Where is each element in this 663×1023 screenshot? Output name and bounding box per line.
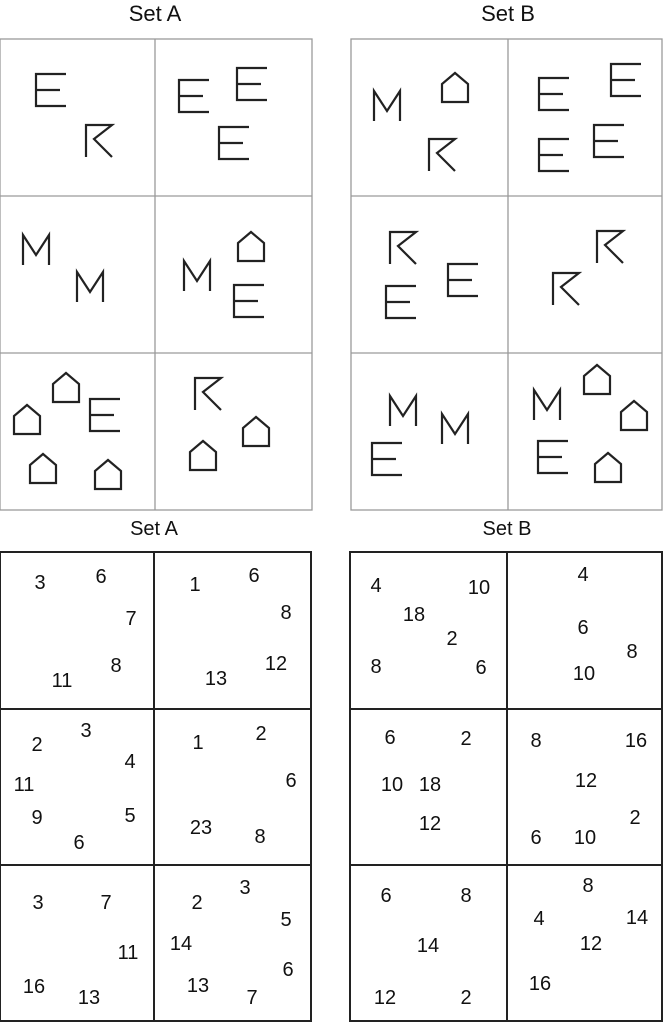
set-a-panel-4-number: 8 bbox=[254, 826, 266, 848]
set-a-panel-3-letter-m-shape bbox=[23, 235, 49, 265]
set-b-panel-5-letter-m-shape bbox=[390, 396, 416, 426]
set-b-panel-4-number: 16 bbox=[624, 730, 648, 752]
set-b-panel-2-letter-e-shape bbox=[611, 64, 641, 96]
set-a-panel-3-number: 9 bbox=[31, 807, 43, 829]
top-set-b-grid bbox=[351, 39, 662, 510]
set-a-panel-4-letter-e-shape bbox=[234, 285, 264, 317]
set-a-panel-1-number: 3 bbox=[34, 572, 46, 594]
set-b-panel-3-letter-r-shape bbox=[390, 232, 416, 264]
set-b-panel-6-number: 8 bbox=[582, 875, 594, 897]
set-b-panel-2-letter-e-shape bbox=[539, 139, 569, 171]
set-b-panel-6-house-shape bbox=[595, 453, 621, 482]
set-b-panel-3-number: 10 bbox=[380, 774, 404, 796]
set-a-panel-4-number: 6 bbox=[285, 770, 297, 792]
set-b-panel-1-number: 10 bbox=[467, 577, 491, 599]
shape-symbols bbox=[14, 64, 647, 489]
set-a-panel-3-number: 11 bbox=[13, 774, 35, 796]
set-b-panel-1-number: 18 bbox=[402, 604, 426, 626]
set-b-panel-3-number: 12 bbox=[418, 813, 442, 835]
bottom-set-a-title: Set A bbox=[130, 518, 178, 540]
set-b-panel-2-number: 6 bbox=[577, 617, 589, 639]
set-b-panel-3-number: 2 bbox=[460, 728, 472, 750]
set-a-panel-5-number: 3 bbox=[32, 892, 44, 914]
set-a-panel-6-number: 2 bbox=[191, 892, 203, 914]
set-a-panel-6-number: 7 bbox=[246, 987, 258, 1009]
set-a-panel-2-letter-e-shape bbox=[219, 127, 249, 159]
set-b-panel-5-number: 8 bbox=[460, 885, 472, 907]
set-b-panel-4-number: 12 bbox=[574, 770, 598, 792]
set-a-panel-5-house-shape bbox=[14, 405, 40, 434]
set-b-panel-6-number: 14 bbox=[625, 907, 649, 929]
set-a-panel-3-number: 4 bbox=[124, 751, 136, 773]
set-b-panel-4-number: 2 bbox=[629, 807, 641, 829]
set-b-panel-1-letter-r-shape bbox=[429, 139, 455, 171]
set-a-panel-4-letter-m-shape bbox=[184, 261, 210, 291]
set-b-panel-2-letter-e-shape bbox=[594, 125, 624, 157]
number-labels bbox=[14, 564, 649, 1009]
set-a-panel-6-number: 3 bbox=[239, 877, 251, 899]
set-a-panel-1-letter-r-shape bbox=[86, 125, 112, 157]
set-a-panel-6-number: 14 bbox=[169, 933, 193, 955]
set-b-panel-5-letter-m-shape bbox=[442, 414, 468, 444]
set-b-panel-1-number: 8 bbox=[370, 656, 382, 678]
set-a-panel-6-number: 13 bbox=[186, 975, 210, 997]
set-b-panel-6-house-shape bbox=[621, 401, 647, 430]
set-a-panel-6-number: 6 bbox=[282, 959, 294, 981]
top-set-a-grid bbox=[0, 39, 312, 510]
set-a-panel-6-house-shape bbox=[243, 417, 269, 446]
set-b-panel-4-number: 10 bbox=[573, 827, 597, 849]
set-a-panel-2-number: 12 bbox=[264, 653, 288, 675]
set-a-panel-5-house-shape bbox=[95, 460, 121, 489]
set-a-panel-2-letter-e-shape bbox=[179, 80, 209, 112]
set-b-panel-1-number: 6 bbox=[475, 657, 487, 679]
set-b-panel-5-letter-e-shape bbox=[372, 443, 402, 475]
set-a-panel-4-number: 2 bbox=[255, 723, 267, 745]
set-b-panel-1-letter-m-shape bbox=[374, 91, 400, 121]
set-b-panel-1-house-shape bbox=[442, 73, 468, 102]
set-b-panel-4-number: 8 bbox=[530, 730, 542, 752]
top-set-b-title: Set B bbox=[481, 1, 535, 26]
set-b-panel-2-letter-e-shape bbox=[539, 78, 569, 110]
set-a-panel-5-number: 16 bbox=[22, 976, 46, 998]
set-a-panel-3-letter-m-shape bbox=[77, 272, 103, 302]
set-b-panel-6-number: 16 bbox=[528, 973, 552, 995]
set-a-panel-6-letter-r-shape bbox=[195, 378, 221, 410]
set-b-panel-4-number: 6 bbox=[530, 827, 542, 849]
set-a-panel-2-number: 6 bbox=[248, 565, 260, 587]
set-a-panel-2-number: 13 bbox=[204, 668, 228, 690]
set-b-panel-1-number: 4 bbox=[370, 575, 382, 597]
set-a-panel-2-number: 8 bbox=[280, 602, 292, 624]
top-set-a-title: Set A bbox=[128, 1, 182, 26]
set-a-panel-1-letter-e-shape bbox=[36, 74, 66, 106]
set-a-panel-4-number: 1 bbox=[192, 732, 204, 754]
set-b-panel-5-number: 14 bbox=[416, 935, 440, 957]
set-a-panel-3-number: 5 bbox=[124, 805, 136, 827]
set-a-panel-1-number: 7 bbox=[125, 608, 137, 630]
set-b-panel-1-number: 2 bbox=[446, 628, 458, 650]
set-a-panel-2-letter-e-shape bbox=[237, 68, 267, 100]
set-b-panel-3-letter-e-shape bbox=[386, 286, 416, 318]
bottom-set-b-title: Set B bbox=[482, 518, 532, 540]
set-a-panel-5-house-shape bbox=[30, 454, 56, 483]
set-b-panel-4-letter-r-shape bbox=[553, 273, 579, 305]
set-a-panel-4-house-shape bbox=[238, 232, 264, 261]
set-a-panel-5-house-shape bbox=[53, 373, 79, 402]
set-b-panel-2-number: 4 bbox=[577, 564, 589, 586]
set-b-panel-5-number: 12 bbox=[373, 987, 397, 1009]
set-a-panel-1-number: 6 bbox=[95, 566, 107, 588]
set-b-panel-6-house-shape bbox=[584, 365, 610, 394]
set-b-panel-2-number: 10 bbox=[572, 663, 596, 685]
set-b-panel-3-letter-e-shape bbox=[448, 264, 478, 296]
set-a-panel-5-number: 13 bbox=[77, 987, 101, 1009]
set-a-panel-3-number: 6 bbox=[73, 832, 85, 854]
set-b-panel-3-number: 6 bbox=[384, 727, 396, 749]
set-b-panel-5-number: 6 bbox=[380, 885, 392, 907]
set-a-panel-3-number: 3 bbox=[80, 720, 92, 742]
set-b-panel-6-letter-e-shape bbox=[538, 441, 568, 473]
set-a-panel-6-number: 5 bbox=[280, 909, 292, 931]
set-a-panel-1-number: 11 bbox=[51, 670, 73, 692]
set-b-panel-6-letter-m-shape bbox=[534, 390, 560, 420]
set-a-panel-5-letter-e-shape bbox=[90, 399, 120, 431]
bottom-set-a-grid bbox=[0, 552, 311, 1021]
set-a-panel-5-number: 7 bbox=[100, 892, 112, 914]
set-a-panel-3-number: 2 bbox=[31, 734, 43, 756]
set-b-panel-3-number: 18 bbox=[418, 774, 442, 796]
set-a-panel-4-number: 23 bbox=[189, 817, 213, 839]
set-b-panel-5-number: 2 bbox=[460, 987, 472, 1009]
set-b-panel-6-number: 12 bbox=[579, 933, 603, 955]
set-a-panel-2-number: 1 bbox=[189, 574, 201, 596]
set-a-panel-6-house-shape bbox=[190, 441, 216, 470]
set-a-panel-5-number: 11 bbox=[117, 942, 139, 964]
set-b-panel-4-letter-r-shape bbox=[597, 231, 623, 263]
set-b-panel-2-number: 8 bbox=[626, 641, 638, 663]
set-b-panel-6-number: 4 bbox=[533, 908, 545, 930]
set-a-panel-1-number: 8 bbox=[110, 655, 122, 677]
